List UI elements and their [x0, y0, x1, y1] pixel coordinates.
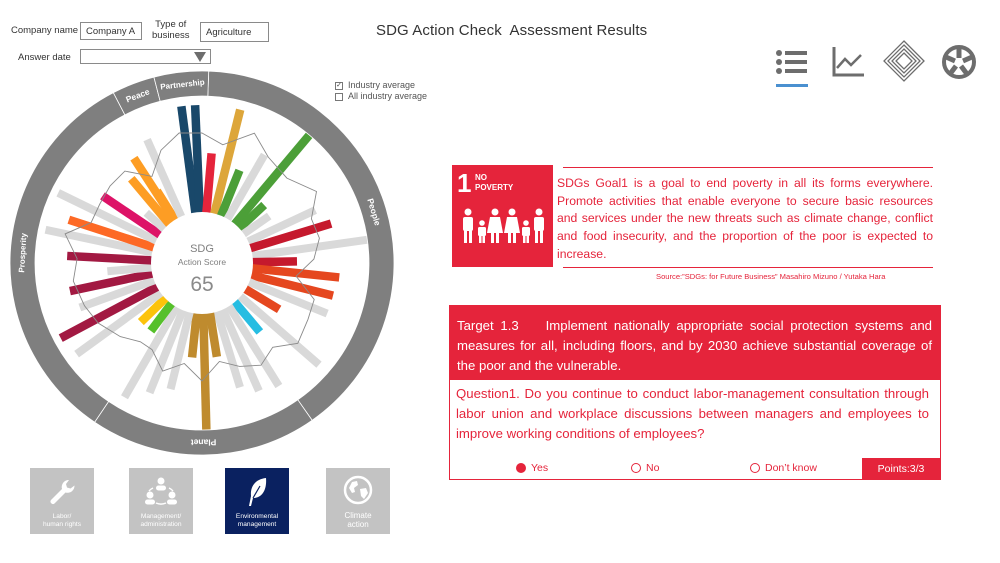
globe-icon: [343, 475, 373, 505]
wrench-icon: [47, 477, 77, 507]
goal-source: Source:”SDGs: for Future Business” Masahiro Mizuno / Yutaka Hara: [656, 272, 886, 281]
score-bar[interactable]: [206, 153, 211, 213]
list-icon[interactable]: [774, 44, 810, 80]
target-text: Target 1.3 Implement nationally appropriate social protection systems and measures for all, including floors, and by 2030 achieve substantial coverage of the poor and the vulnerable.: [450, 306, 940, 380]
score-value: 65: [190, 273, 214, 296]
category-label: Management/ administration: [140, 513, 182, 528]
category-management-administration[interactable]: [129, 468, 193, 534]
page-title: SDG Action Check Assessment Results: [376, 22, 648, 39]
answer-no[interactable]: [631, 462, 659, 474]
score-bar[interactable]: [203, 313, 206, 433]
section-label: Prosperity: [17, 232, 29, 273]
section-label: People: [365, 197, 383, 227]
score-bar[interactable]: [234, 134, 310, 224]
category-label: Environmental management: [235, 513, 279, 528]
radio-selected-icon[interactable]: [516, 463, 526, 473]
score-bar[interactable]: [195, 105, 200, 213]
center-label-action-score: Action Score: [177, 257, 227, 267]
company-name-label: Company name: [11, 25, 79, 36]
answer-label: No: [646, 462, 660, 474]
answer-yes[interactable]: [516, 462, 548, 474]
category-labor-human-rights[interactable]: [30, 468, 94, 534]
category-label: Labor/ human rights: [42, 513, 82, 528]
answer-label: Yes: [531, 462, 549, 474]
answer-dont-know[interactable]: [750, 462, 817, 474]
goal-1-tile: [452, 165, 553, 267]
radial-wheel-icon[interactable]: [941, 44, 977, 80]
active-tab-indicator: [776, 84, 808, 87]
category-label: Climate action: [344, 511, 372, 529]
goal-name-line1: NO: [475, 173, 487, 182]
legend-label: Industry average: [348, 80, 416, 90]
radio-unselected-icon[interactable]: [631, 463, 641, 473]
line-chart-icon[interactable]: [831, 44, 867, 80]
score-bar[interactable]: [67, 256, 152, 260]
sdg-radial-chart: [0, 62, 410, 472]
question-text: Question1. Do you continue to conduct labor-management consultation through labor union and workplace discussions between managers and employees to improve working conditions of employees?: [456, 386, 929, 441]
business-type-field[interactable]: [200, 22, 269, 42]
section-label: Peace: [124, 86, 151, 105]
concentric-diamond-icon[interactable]: [883, 40, 925, 82]
category-environmental-management[interactable]: [225, 468, 289, 534]
dropdown-arrow-icon: [194, 52, 206, 62]
section-label: Planet: [190, 437, 217, 448]
category-climate-action[interactable]: [326, 468, 390, 534]
score-bar[interactable]: [192, 313, 197, 358]
goal-rule-bottom: [563, 267, 933, 268]
target-question-panel: [449, 305, 941, 480]
checkbox-checked-icon[interactable]: ✓: [336, 82, 342, 89]
company-name-value: Company A: [86, 25, 136, 37]
goal-name: [475, 173, 513, 193]
company-name-field[interactable]: [80, 22, 142, 40]
feather-icon: [242, 476, 272, 508]
goal-name-line2: POVERTY: [475, 183, 514, 192]
center-label-sdg: SDG: [190, 243, 214, 255]
people-network-icon: [144, 477, 178, 507]
unanswered-bar[interactable]: [107, 267, 152, 271]
business-type-value: Agriculture: [206, 26, 252, 38]
business-type-label: [152, 19, 190, 41]
goal-number: 1: [457, 168, 472, 198]
family-icon: [460, 208, 546, 244]
business-type-label-line2: business: [152, 30, 190, 41]
business-type-label-line1: Type of: [155, 19, 187, 30]
goal-description: SDGs Goal1 is a goal to end poverty in all its forms everywhere. Promote activities that enable everyone to secure basic resources and services under the new threats such as climate change, conflict and food insecurity, and the proportion of the poor is expected to increase.: [557, 176, 933, 261]
legend-label: All industry average: [348, 91, 428, 101]
answer-date-label: Answer date: [18, 52, 71, 63]
radio-unselected-icon[interactable]: [750, 463, 760, 473]
points-badge: Points:3/3: [862, 458, 940, 480]
answer-label: Don’t know: [765, 462, 817, 474]
section-label: Partnership: [159, 77, 206, 92]
answer-options: [450, 458, 940, 480]
goal-rule-top: [563, 167, 933, 168]
score-bar[interactable]: [252, 261, 297, 262]
